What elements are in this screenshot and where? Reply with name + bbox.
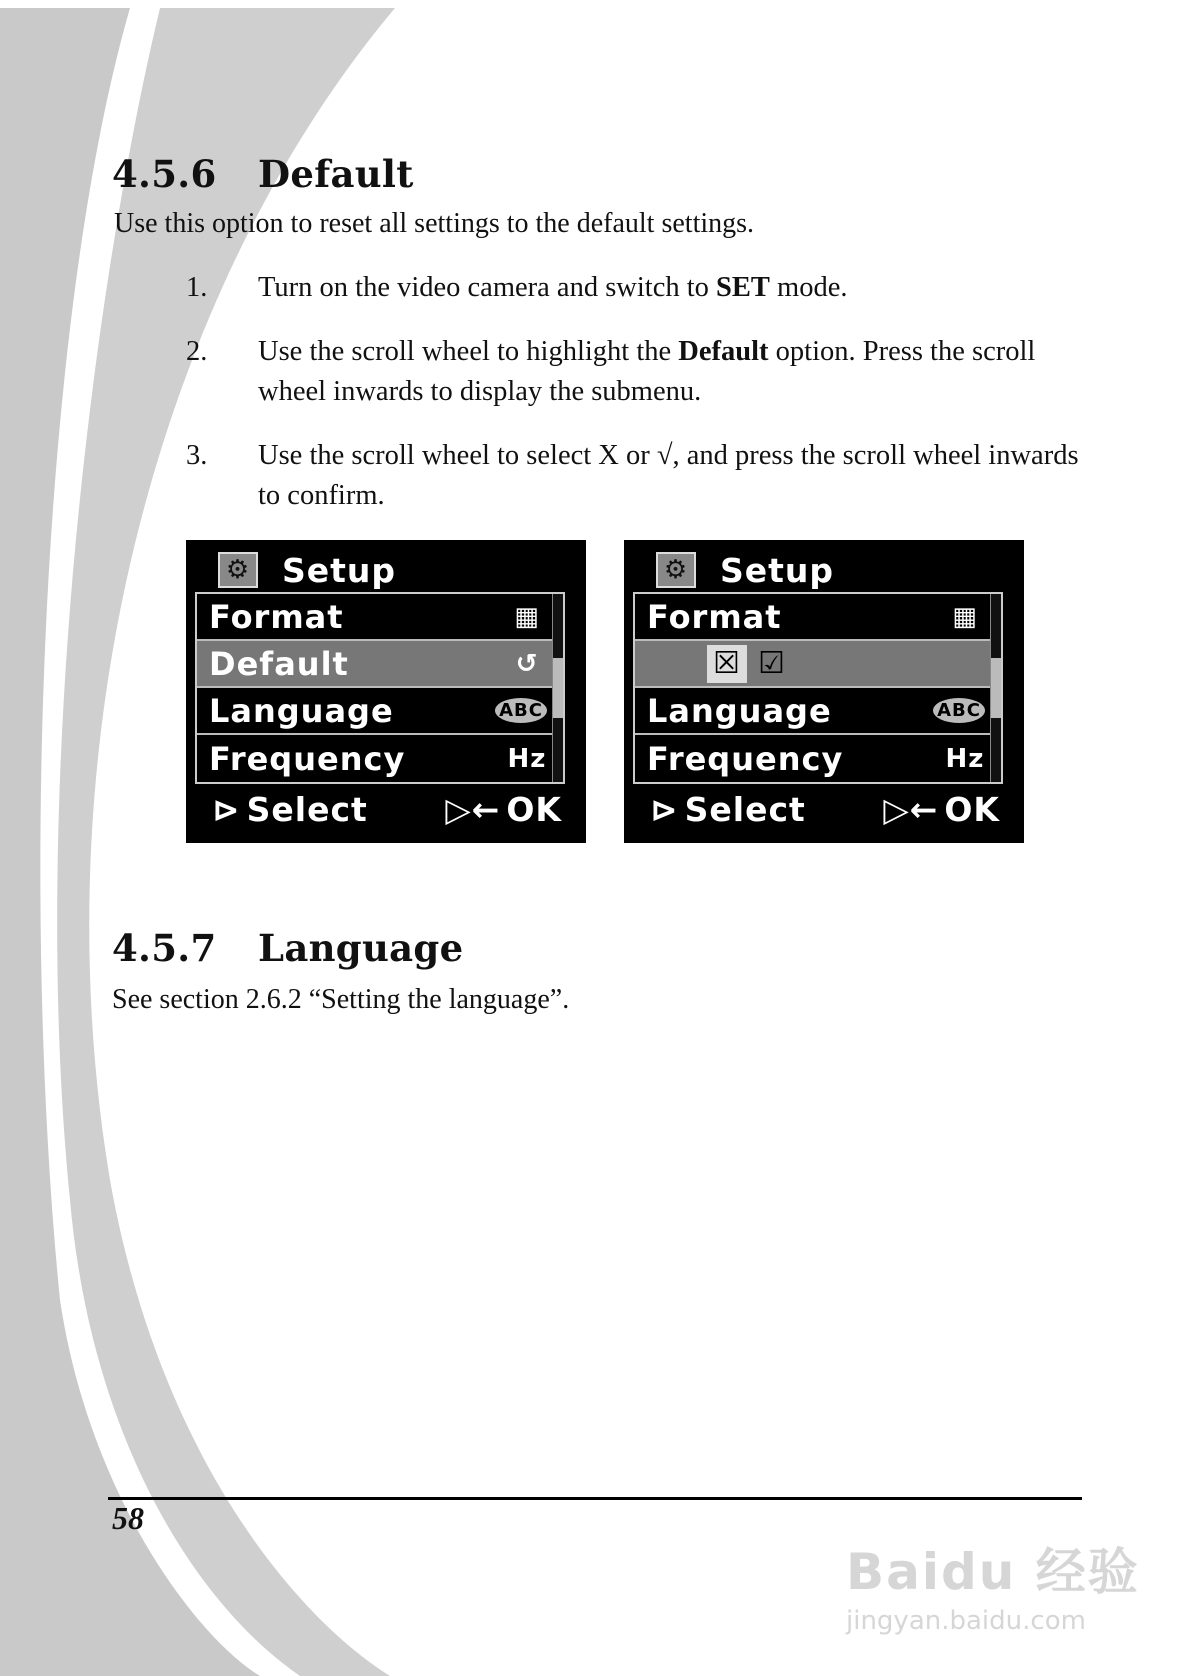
screen-footer [212, 790, 562, 829]
confirm-options [707, 645, 791, 683]
footer-select [650, 790, 806, 829]
step-text: Turn on the video camera and switch to [258, 272, 717, 303]
menu-item-label: Format [209, 597, 344, 636]
language-abc-icon: ABC [495, 698, 547, 723]
baidu-watermark [846, 1532, 1140, 1636]
press-ok-icon: ▷← [883, 790, 939, 829]
screen-title [218, 548, 396, 592]
step-number: 1. [186, 272, 208, 303]
menu-scrollbar[interactable] [990, 594, 1001, 782]
screen-title-text: Setup [720, 550, 835, 590]
scrollbar-thumb[interactable] [553, 658, 563, 718]
page-number: 58 [112, 1500, 144, 1536]
step-text: Use the scroll wheel to highlight the [258, 336, 679, 367]
section-heading-language [112, 926, 463, 970]
confirm-check-icon[interactable]: ☑ [758, 646, 786, 681]
screen-title-text: Setup [282, 550, 397, 590]
setup-menu [633, 592, 1003, 784]
section-title: Default [258, 152, 414, 196]
menu-item-language[interactable] [635, 688, 995, 735]
menu-item-format[interactable] [635, 594, 995, 641]
press-ok-icon: ▷← [445, 790, 501, 829]
menu-item-frequency[interactable] [197, 735, 557, 782]
intro-text: Use this option to reset all settings to the default settings. [114, 208, 755, 239]
footer-select-label: Select [684, 790, 806, 829]
menu-scrollbar[interactable] [552, 594, 563, 782]
footer-select [212, 790, 368, 829]
language-text: See section 2.6.2 “Setting the language”. [112, 984, 570, 1015]
menu-item-label: Frequency [209, 739, 406, 778]
section-number: 4.5.7 [112, 926, 217, 970]
language-abc-icon: ABC [933, 698, 985, 723]
screen-title [656, 548, 834, 592]
section-heading-default [112, 152, 414, 196]
menu-item-label: Language [647, 691, 832, 730]
default-reset-icon: ↺ [515, 648, 539, 679]
section-number: 4.5.6 [112, 152, 217, 196]
footer-ok [883, 790, 1000, 829]
hz-icon: Hz [945, 743, 985, 774]
section-title: Language [258, 926, 464, 970]
menu-item-default-submenu[interactable] [635, 641, 995, 688]
scroll-select-icon: ⊳ [650, 790, 679, 829]
scroll-select-icon: ⊳ [212, 790, 241, 829]
setup-menu [195, 592, 565, 784]
steps-list [186, 268, 1086, 540]
menu-item-label: Format [647, 597, 782, 636]
step-text: Use the scroll wheel to select X or √, and press the scroll wheel inwards to confirm. [258, 440, 1079, 511]
step-bold: SET [716, 272, 770, 303]
step-text: option. Press the scroll wheel inwards to display the submenu. [258, 336, 1036, 407]
step-item [186, 436, 1086, 516]
menu-item-label: Language [209, 691, 394, 730]
setup-screen-confirm-submenu [624, 540, 1024, 843]
footer-ok [445, 790, 562, 829]
footer-select-label: Select [246, 790, 368, 829]
step-item [186, 268, 1086, 308]
menu-item-label: Default [209, 644, 349, 683]
setup-screen-default-highlighted [186, 540, 586, 843]
step-item [186, 332, 1086, 412]
hz-icon: Hz [507, 743, 547, 774]
format-icon: ▦ [514, 601, 540, 632]
step-text: mode. [769, 272, 848, 303]
scrollbar-thumb[interactable] [991, 658, 1001, 718]
gear-icon: ⚙ [656, 552, 696, 588]
gear-icon: ⚙ [218, 552, 258, 588]
step-bold: Default [678, 336, 769, 367]
menu-item-language[interactable] [197, 688, 557, 735]
footer-ok-label: OK [944, 790, 1000, 829]
footer-rule [108, 1497, 1082, 1500]
menu-item-label: Frequency [647, 739, 844, 778]
menu-item-format[interactable] [197, 594, 557, 641]
format-icon: ▦ [952, 601, 978, 632]
step-number: 3. [186, 440, 208, 471]
screen-footer [650, 790, 1000, 829]
step-number: 2. [186, 336, 208, 367]
watermark-url: jingyan.baidu.com [846, 1606, 1086, 1636]
menu-item-frequency[interactable] [635, 735, 995, 782]
watermark-logo: Baidu 经验 [846, 1543, 1140, 1601]
cancel-x-icon[interactable]: ☒ [707, 645, 747, 683]
footer-ok-label: OK [506, 790, 562, 829]
menu-item-default[interactable] [197, 641, 557, 688]
